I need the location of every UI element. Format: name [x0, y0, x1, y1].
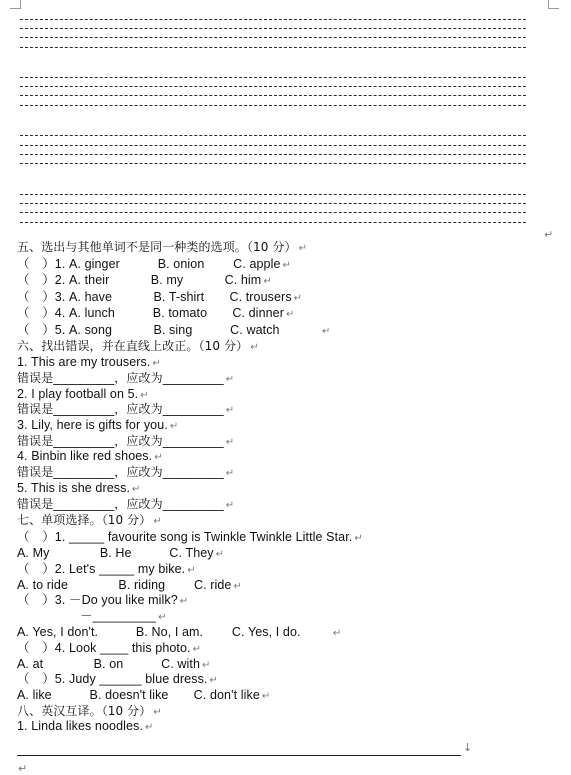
- section-6-correction: 错误是__________，应改为__________ ↵: [17, 371, 235, 385]
- paragraph-mark-icon: ↵: [18, 762, 28, 775]
- section-6-sentence: 5. This is she dress. ↵: [17, 481, 141, 495]
- grid-rule: [20, 135, 526, 136]
- section-6-correction: 错误是__________，应改为__________ ↵: [17, 497, 235, 511]
- section-7-question: （ ）2. Let's _____ my bike. ↵: [17, 562, 196, 576]
- section-5-item: （ ）1. A. ginger B. onion C. apple ↵: [17, 257, 292, 271]
- section-7-question: （ ）4. Look ____ this photo. ↵: [17, 641, 202, 655]
- section-5-item: （ ）2. A. their B. my C. him ↵: [17, 273, 272, 287]
- grid-rule: [20, 222, 526, 223]
- section-7-options: A. to ride B. riding C. ride ↵: [17, 578, 242, 592]
- section-6-sentence: 1. This are my trousers. ↵: [17, 355, 161, 369]
- section-8-item: 1. Linda likes noodles. ↵: [17, 719, 154, 733]
- grid-rule: [20, 86, 526, 87]
- grid-rule: [20, 203, 526, 204]
- grid-rule: [20, 154, 526, 155]
- section-7-title: 七、单项选择。（10 分） ↵: [17, 513, 162, 527]
- answer-line: [17, 755, 461, 756]
- grid-rule: [20, 37, 526, 38]
- section-5-item: （ ）3. A. have B. T-shirt C. trousers ↵: [17, 290, 303, 304]
- grid-rule: [20, 28, 526, 29]
- section-7-options: A. Yes, I don't. B. No, I am. C. Yes, I do. ↵: [17, 625, 342, 639]
- grid-rule: [20, 105, 526, 106]
- section-7-question: （ ）5. Judy ______ blue dress. ↵: [17, 672, 218, 686]
- section-6-correction: 错误是__________，应改为__________ ↵: [17, 465, 235, 479]
- section-7-options: A. My B. He C. They ↵: [17, 546, 225, 560]
- section-6-correction: 错误是__________，应改为__________ ↵: [17, 402, 235, 416]
- grid-rule: [20, 163, 526, 164]
- grid-rule: [20, 145, 526, 146]
- grid-rule: [20, 194, 526, 195]
- section-5-item: （ ）5. A. song B. sing C. watch ↵: [17, 323, 331, 337]
- section-5-title: 五、选出与其他单词不是同一种类的选项。（10 分） ↵: [17, 240, 308, 254]
- paragraph-mark-icon: ↵: [544, 228, 554, 241]
- section-6-sentence: 4. Binbin like red shoes. ↵: [17, 449, 163, 463]
- page-corner-top-right: [548, 0, 559, 9]
- section-6-correction: 错误是__________，应改为__________ ↵: [17, 434, 235, 448]
- line-break-mark-icon: ↓: [463, 741, 473, 754]
- section-7-question: （ ）1. _____ favourite song is Twinkle Twinkle Little Star. ↵: [17, 530, 363, 544]
- section-7-answer-blank: －_________ ↵: [17, 609, 167, 623]
- section-7-question: （ ）3. －Do you like milk? ↵: [17, 593, 189, 607]
- section-8-title: 八、英汉互译。（10 分） ↵: [17, 704, 162, 718]
- section-6-sentence: 3. Lily, here is gifts for you. ↵: [17, 418, 179, 432]
- grid-rule: [20, 77, 526, 78]
- section-6-sentence: 2. I play football on 5. ↵: [17, 387, 149, 401]
- section-7-options: A. at B. on C. with ↵: [17, 657, 211, 671]
- grid-rule: [20, 47, 526, 48]
- page-corner-top-left: [10, 0, 21, 9]
- grid-rule: [20, 19, 526, 20]
- grid-rule: [20, 212, 526, 213]
- section-5-item: （ ）4. A. lunch B. tomato C. dinner ↵: [17, 306, 295, 320]
- grid-rule: [20, 95, 526, 96]
- section-6-title: 六、找出错误，并在直线上改正。（10 分） ↵: [17, 339, 259, 353]
- section-7-options: A. like B. doesn't like C. don't like ↵: [17, 688, 271, 702]
